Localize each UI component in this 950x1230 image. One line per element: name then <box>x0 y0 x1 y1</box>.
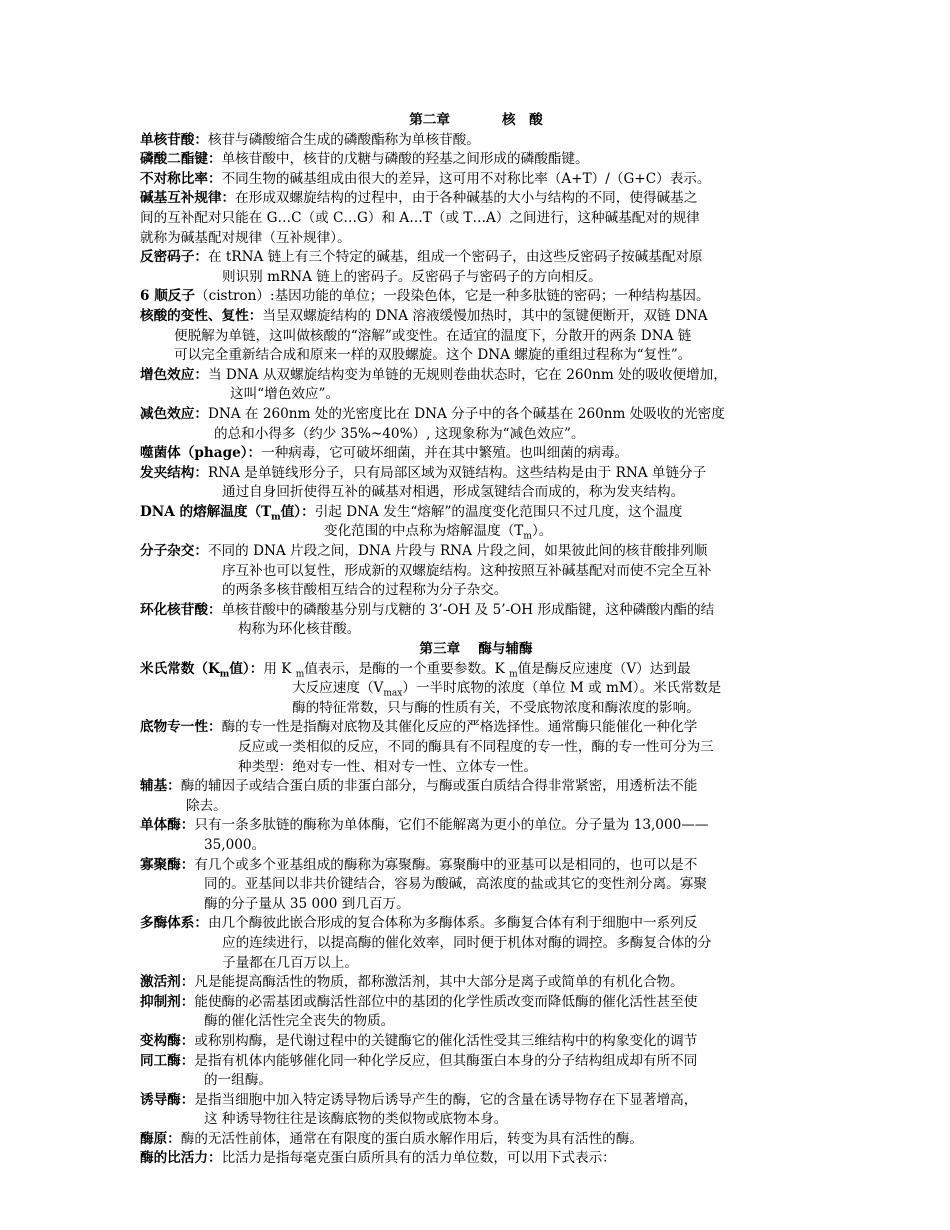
entry-hypochromic-effect: 减色效应：DNA 在 260nm 处的光密度比在 DNA 分子中的各个碱基在 260nm 处吸收的光密度 的总和小得多（约少 35%~40%）, 这现象称为“减色效应”。 <box>140 405 725 442</box>
entry-base-pairing-rule: 碱基互补规律：在形成双螺旋结构的过程中，由于各种碱基的大小与结构的不同，使得碱基之 间的互补配对只能在 G…C（或 C…G）和 A…T（或 T…A）之间进行，这种碱基配对的规律 就称为碱基配对规律（互补规律）。 <box>140 190 700 246</box>
chapter-3-name: 酶与辅酶 <box>478 641 533 658</box>
entry-zymogen: 酶原：酶的无活性前体，通常在有限度的蛋白质水解作用后，转变为具有活性的酶。 <box>140 1130 643 1147</box>
entry-specific-activity: 酶的比活力：比活力是指每毫克蛋白质所具有的活力单位数，可以用下式表示： <box>140 1150 616 1167</box>
entry-monomeric-enzyme: 单体酶：只有一条多肽链的酶称为单体酶，它们不能解离为更小的单位。分子量为 13,000—— 35,000。 <box>140 817 709 853</box>
entry-anticodon: 反密码子：在 tRNA 链上有三个特定的碱基，组成一个密码子，由这些反密码子按碱基配对原 则识别 mRNA 链上的密码子。反密码子与密码子的方向相反。 <box>140 249 703 285</box>
entry-michaelis-constant: 米氏常数（$K_m$值）：用 K $_m$值表示，是酶的一个重要参数。K $_m$值是酶反应速度（V）达到最 大反应速度$(V_{max})$一半时底物的浓度（单位 M 或 mM）。米氏常数是 酶的特征常数，只与酶的性质有关，不受底物浓度和酶浓度的影响。 <box>140 660 722 716</box>
entry-phosphodiester-bond: 磷酸二酯键：单核苷酸中，核苷的戊糖与磷酸的羟基之间形成的磷酸酯键。 <box>140 151 589 168</box>
entry-inhibitor: 抑制剂：能使酶的必需基团或酶活性部位中的基团的化学性质改变而降低酶的催化活性甚至使 酶的催化活性完全丧失的物质。 <box>140 993 698 1030</box>
entry-mononucleotide: 单核苷酸：核苷与磷酸缩合生成的磷酸酯称为单核苷酸。 <box>140 131 480 148</box>
entry-oligomeric-enzyme: 寡聚酶：有几个或多个亚基组成的酶称为寡聚酶。寡聚酶中的亚基可以是相同的，也可以是不 同的。亚基间以非共价键结合，容易为酸碱，高浓度的盐或其它的变性剂分离。寡聚 酶的分子量从 35 000 到几百万。 <box>140 856 707 912</box>
entry-hyperchromic-effect: 增色效应：当 DNA 从双螺旋结构变为单链的无规则卷曲状态时，它在 260nm 处的吸收便增加， 这叫“增色效应”。 <box>140 366 727 403</box>
chapter-3-title <box>140 640 812 660</box>
entry-hairpin-structure: 发夹结构：RNA 是单链线形分子，只有局部区域为双链结构。这些结构是由于 RNA 单链分子 通过自身回折使得互补的碱基对相遇，形成氢键结合而成的，称为发夹结构。 <box>140 464 707 501</box>
chapter-3-number: 第三章 <box>419 641 461 658</box>
chapter-2-number: 第二章 <box>409 112 450 128</box>
entry-molecular-hybridization: 分子杂交：不同的 DNA 片段之间，DNA 片段与 RNA 片段之间，如果彼此间的核苷酸排列顺 序互补也可以复性，形成新的双螺旋结构。这种按照互补碱基配对而使不完全互补 的两条多核苷酸相互结合的过程称为分子杂交。 <box>140 543 712 599</box>
entry-prosthetic-group: 辅基：酶的辅因子或结合蛋白质的非蛋白部分，与酶或蛋白质结合得非常紧密，用透析法不能 除去。 <box>140 778 698 814</box>
entry-substrate-specificity: 底物专一性：酶的专一性是指酶对底物及其催化反应的严格选择性。通常酶只能催化一种化学 反应或一类相似的反应，不同的酶具有不同程度的专一性，酶的专一性可分为三 种类型：绝对专一性、相对专一性、立体专一性。 <box>140 719 714 775</box>
entry-cyclic-nucleotide: 环化核苷酸：单核苷酸中的磷酸基分别与戊糖的 3’-OH 及 5’-OH 形成酯键，这种磷酸内酯的结 构称为环化核苷酸。 <box>140 601 715 638</box>
entry-allosteric-enzyme: 变构酶：或称别构酶，是代谢过程中的关键酶它的催化活性受其三维结构中的构象变化的调节 <box>140 1032 698 1049</box>
chapter-2-name: 核 酸 <box>502 112 543 128</box>
entry-asymmetry-ratio: 不对称比率：不同生物的碱基组成由很大的差异，这可用不对称比率（A+T）/（G+C）表示。 <box>140 170 711 187</box>
entry-denaturation-renaturation: 核酸的变性、复性：当呈双螺旋结构的 DNA 溶液缓慢加热时，其中的氢键便断开，双链 DNA 便脱解为单链，这叫做核酸的“溶解”或变性。在适宜的温度下，分散开的两条 DNA 链 可以完全重新结合成和原来一样的双股螺旋。这个 DNA 螺旋的重组过程称为“复性”。 <box>140 307 708 364</box>
entry-activator: 激活剂：凡是能提高酶活性的物质，都称激活剂，其中大部分是离子或简单的有机化合物。 <box>140 974 684 991</box>
entry-multienzyme-system: 多酶体系：由几个酶彼此嵌合形成的复合体称为多酶体系。多酶复合体有利于细胞中一系列反 应的连续进行，以提高酶的催化效率，同时便于机体对酶的调控。多酶复合体的分 子量都在几百万以上。 <box>140 915 712 971</box>
entry-inducible-enzyme: 诱导酶：是指当细胞中加入特定诱导物后诱导产生的酶，它的含量在诱导物存在下显著增高， 这 种诱导物往往是该酶底物的类似物或底物本身。 <box>140 1091 698 1128</box>
entry-phage: 噬菌体（phage）：一种病毒，它可破坏细菌，并在其中繁殖。也叫细菌的病毒。 <box>140 445 629 462</box>
entry-isoenzyme: 同工酶：是指有机体内能够催化同一种化学反应，但其酶蛋白本身的分子结构组成却有所不同 的一组酶。 <box>140 1052 698 1089</box>
chapter-2-title <box>140 111 812 131</box>
document-body <box>140 111 812 1169</box>
entry-cistron: 6 顺反子（cistron）:基因功能的单位；一段染色体，它是一种多肽链的密码；一种结构基因。 <box>140 288 710 305</box>
entry-melting-temperature: DNA 的熔解温度（$T_m$值）：引起 DNA 发生“熔解”的温度变化范围只不过几度，这个温度 变化范围的中点称为熔解温度$(T_m)$。 <box>140 503 683 543</box>
